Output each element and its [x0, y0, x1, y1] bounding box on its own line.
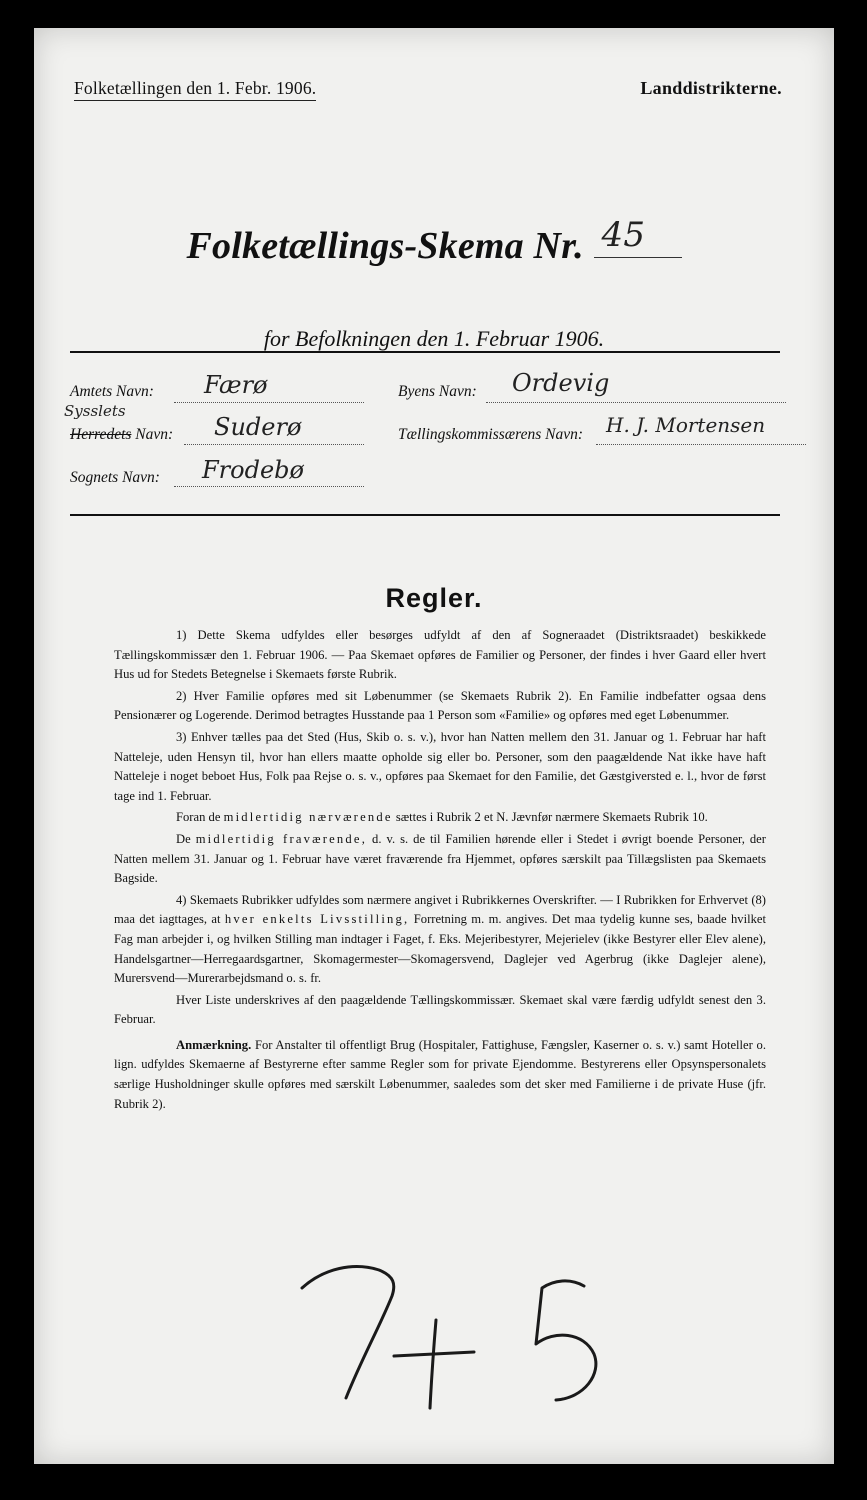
- rules-note: [114, 1036, 766, 1114]
- census-form-page: [34, 28, 834, 1464]
- rule-2: 2) Hver Familie opføres med sit Løbenummer (se Skemaets Rubrik 2). En Familie indbefatter ogsaa dens Pensionærer og Logerende. Derimod betragtes Husstande paa 1 Person som «Familie» og opføres med eget Løbenummer.: [114, 688, 766, 723]
- kommissaer-label: Tællingskommissærens Navn:: [398, 426, 584, 443]
- kommissaer-value-handwritten: H. J. Mortensen: [606, 413, 766, 437]
- herred-value-handwritten: Suderø: [214, 413, 302, 441]
- form-title-text: Folketællings-Skema Nr.: [186, 225, 584, 267]
- herred-label-overwrite: Sysslets: [64, 402, 126, 420]
- form-subtitle: for Befolkningen den 1. Februar 1906.: [263, 326, 605, 351]
- rule-3-present: Foran de midlertidig nærværende sættes i Rubrik 2 et N. Jævnfør nærmere Skemaets Rubrik 10.: [176, 810, 708, 825]
- amt-label: Amtets Navn:: [70, 383, 154, 400]
- bottom-divider: [70, 514, 780, 516]
- by-value-handwritten: Ordevig: [512, 369, 610, 397]
- by-line: [486, 402, 786, 403]
- sogn-line: [174, 486, 364, 487]
- census-header: Folketællingen den 1. Febr. 1906.: [74, 78, 316, 101]
- herred-label: [64, 402, 174, 444]
- rule-3: 3) Enhver tælles paa det Sted (Hus, Skib o. s. v.), hvor han Natten mellem den 31. Januar og 1. Februar har haft Natteleje, uden Hensyn til, hvor han ellers maatte opholde sig eller bo. Personer, som den paagældende Nat ikke have haft Natteleje i noget beboet Hus, Folk paa Rejse o. s. v., opføres paa Skemaet for den Familie, det Gæstgiversted e. l., hvor de først tage ind 1. Februar.: [114, 729, 766, 803]
- herred-label-suffix: Navn:: [135, 426, 174, 443]
- form-number-handwritten: 45: [601, 215, 646, 255]
- note-text: For Anstalter til offentligt Brug (Hospitaler, Fattighuse, Fængsler, Kaserner o. s. v.) samt Hoteller o. lign. udfyldes Skemaerne af Bestyrerne efter samme Regler som for private Ejendomme. Bestyrerens eller Opsynspersonalets særlige Husholdninger skulle opføres med særskilt Løbenummer, saaledes som det sker med Familierne i de private Huse (jfr. Rubrik 2).: [114, 1037, 766, 1111]
- top-divider: [70, 351, 780, 353]
- amt-value-handwritten: Færø: [204, 371, 268, 399]
- rules-title: Regler.: [385, 583, 483, 613]
- by-label: Byens Navn:: [398, 383, 477, 400]
- sogn-value-handwritten: Frodebø: [202, 456, 304, 484]
- herred-label-struck: Herredets: [70, 426, 132, 443]
- note-label: Anmærkning.: [176, 1037, 252, 1052]
- kommissaer-line: [596, 444, 806, 445]
- herred-line: [184, 444, 364, 445]
- form-number-field: [594, 215, 682, 258]
- rule-1: 1) Dette Skema udfyldes eller besørges udfyldt af den af Sogneraadet (Distriktsraadet) beskikkede Tællingskommissær den 1. Februar 1906. — Paa Skemaet opføres de Familier og Personer, der findes i hver Gaard eller hvert Hus ud for Stedets Betegnelse i Skemaets første Rubrik.: [114, 628, 766, 682]
- form-title: [34, 215, 834, 268]
- handwritten-note: [284, 1248, 644, 1428]
- amt-line: [174, 402, 364, 403]
- district-type: Landdistrikterne.: [640, 78, 782, 98]
- rule-signature: Hver Liste underskrives af den paagældende Tællingskommissær. Skemaet skal være færdig udfyldt senest den 3. Februar.: [114, 992, 766, 1027]
- rule-3-absent: De midlertidig fraværende, d. v. s. de til Familien hørende eller i Stedet i øvrigt boende Personer, der Natten mellem 31. Januar og 1. Februar have været fraværende fra Hjemmet, opføres særskilt paa Tillægslisten paa Skemaets Bagside.: [114, 831, 766, 886]
- sogn-label: Sognets Navn:: [70, 469, 160, 486]
- rule-4: 4) Skemaets Rubrikker udfyldes som nærmere angivet i Rubrikkernes Overskrifter. — I Rubrikken for Erhvervet (8) maa det iagttages, at hver enkelts Livsstilling, Forretning m. m. angives. Det maa tydelig kunne ses, baade hvilket Fag man arbejder i, og hvilken Stilling man indtager i Faget, f. Eks. Mejeribestyrer, Mejerielev (ikke Bestyrer eller Elev alene), Handelsgartner—Herregaardsgartner, Skomagermester—Skomagersvend, Daglejer ved Agerbrug (ikke Daglejer alene), Murersvend—Murerarbejdsmand o. s. fr.: [114, 892, 766, 986]
- rules-body: [114, 626, 766, 1116]
